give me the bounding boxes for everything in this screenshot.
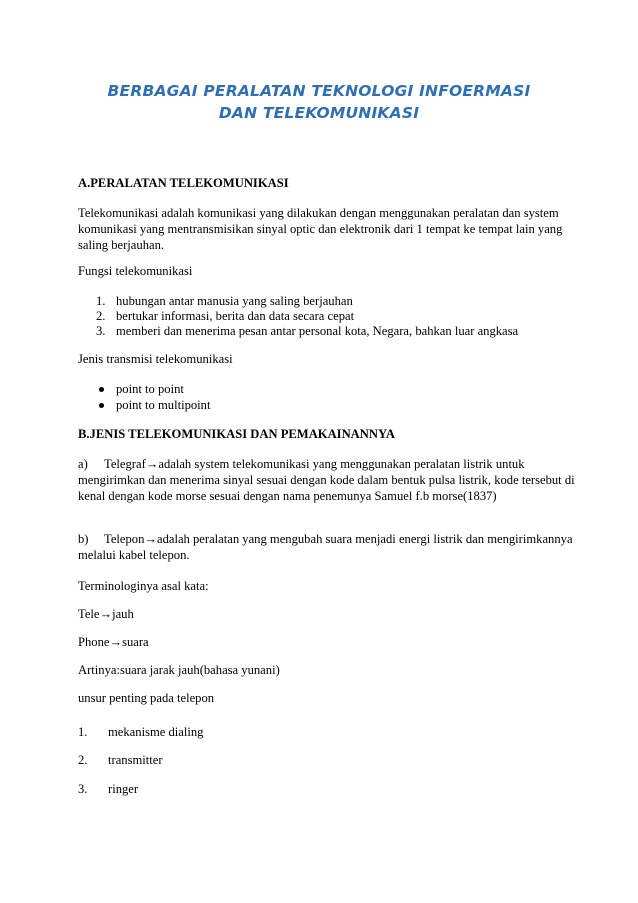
telepon-label: b) bbox=[78, 532, 89, 546]
list-item-number: 2. bbox=[78, 753, 88, 767]
tele-definition: Tele→jauh bbox=[78, 607, 134, 621]
list-item bbox=[78, 781, 578, 797]
unsur-label: unsur penting pada telepon bbox=[78, 691, 215, 705]
document-title-line1: BERBAGAI PERALATAN TEKNOLOGI INFOERMASI bbox=[107, 82, 531, 100]
list-item-number: 1. bbox=[78, 725, 88, 739]
telekomunikasi-definition: Telekomunikasi adalah komunikasi yang dilakukan dengan menggunakan peralatan dan system komunikasi yang mentransmisikan sinyal optic dan elektronik dari 1 tempat ke tempat lain yang saling berjauhan. bbox=[78, 206, 563, 252]
section-b-heading: B.JENIS TELEKOMUNIKASI DAN PEMAKAINANNYA bbox=[78, 427, 395, 441]
list-item-text: point to point bbox=[116, 382, 184, 396]
telepon-paragraph bbox=[78, 531, 583, 563]
list-item-number: 1. bbox=[96, 294, 106, 308]
list-item bbox=[78, 724, 578, 740]
jenis-transmisi-list bbox=[78, 381, 578, 413]
fungsi-label: Fungsi telekomunikasi bbox=[78, 264, 193, 278]
phone-definition: Phone→suara bbox=[78, 635, 149, 649]
list-item-text: memberi dan menerima pesan antar personal kota, Negara, bahkan luar angkasa bbox=[116, 324, 519, 338]
list-item-text: transmitter bbox=[108, 753, 163, 767]
list-item bbox=[78, 752, 578, 768]
telepon-text: Telepon→adalah peralatan yang mengubah suara menjadi energi listrik dan mengirimkannya melalui kabel telepon. bbox=[78, 532, 573, 562]
document-title-line2: DAN TELEKOMUNIKASI bbox=[218, 104, 420, 122]
list-item-text: bertukar informasi, berita dan data secara cepat bbox=[116, 309, 355, 323]
list-item-number: 3. bbox=[96, 324, 106, 338]
telegraf-text: Telegraf→adalah system telekomunikasi yang menggunakan peralatan listrik untuk mengirimkan dan menerima sinyal sesuai dengan kode dalam bentuk pulsa listrik, kode tersebut di kenal dengan kode morse sesuai dengan nama penemunya Samuel f.b morse(1837) bbox=[78, 457, 575, 503]
bullet-icon bbox=[99, 403, 104, 408]
list-item-text: hubungan antar manusia yang saling berjauhan bbox=[116, 294, 353, 308]
telegraf-label: a) bbox=[78, 457, 88, 471]
list-item-number: 3. bbox=[78, 782, 88, 796]
list-item-text: ringer bbox=[108, 782, 139, 796]
list-item-text: mekanisme dialing bbox=[108, 725, 204, 739]
jenis-transmisi-label: Jenis transmisi telekomunikasi bbox=[78, 352, 233, 366]
telegraf-paragraph bbox=[78, 456, 583, 504]
list-item-number: 2. bbox=[96, 309, 106, 323]
fungsi-list bbox=[78, 293, 578, 341]
bullet-icon bbox=[99, 387, 104, 392]
list-item-text: point to multipoint bbox=[116, 398, 211, 412]
section-a-heading: A.PERALATAN TELEKOMUNIKASI bbox=[78, 176, 289, 190]
terminologi-label: Terminologinya asal kata: bbox=[78, 579, 209, 593]
artinya-text: Artinya:suara jarak jauh(bahasa yunani) bbox=[78, 663, 280, 677]
